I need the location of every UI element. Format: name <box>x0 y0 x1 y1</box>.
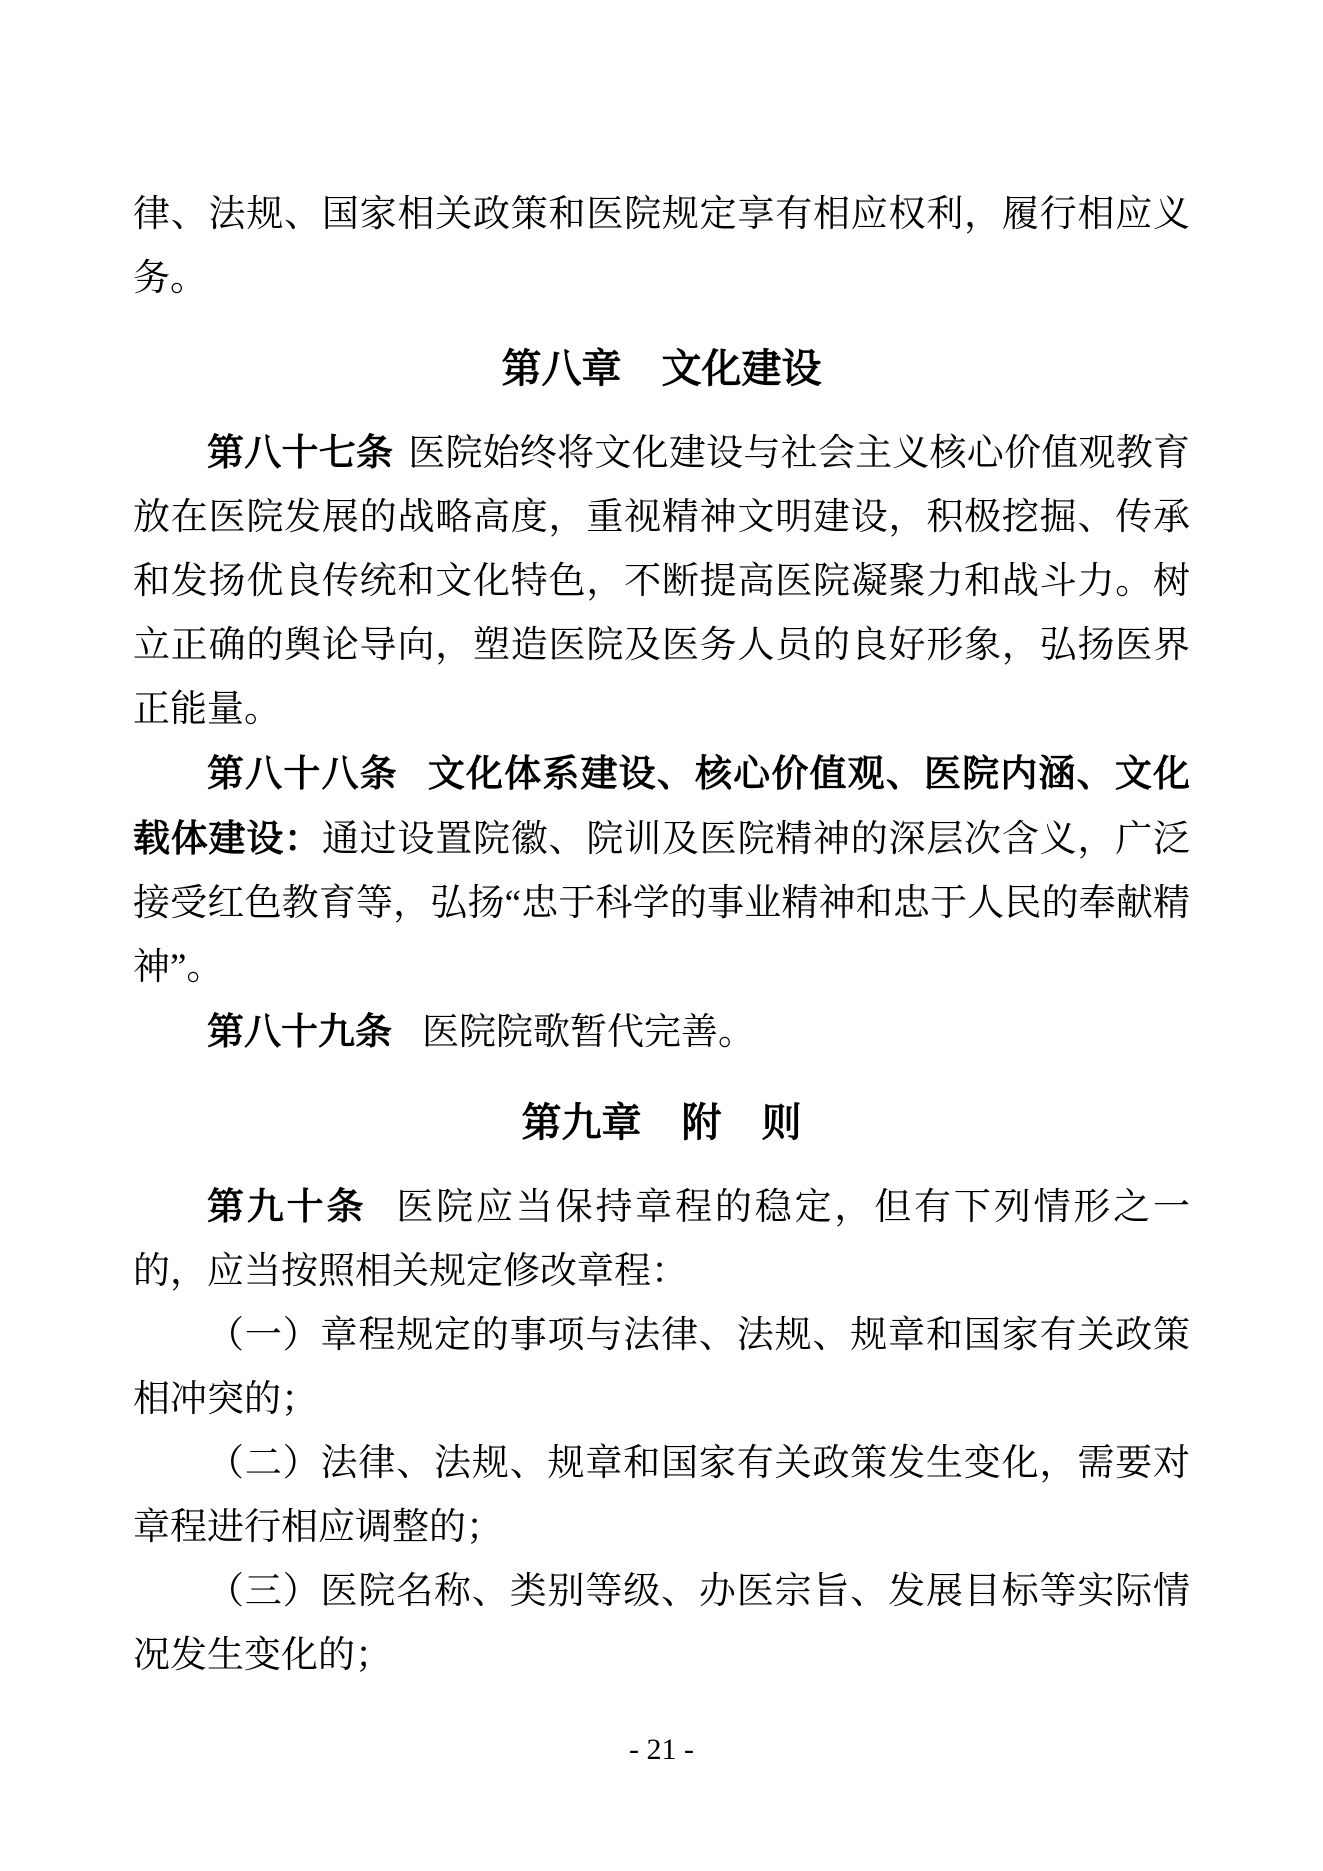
article-87-text: 医院始终将文化建设与社会主义核心价值观教育放在医院发展的战略高度，重视精神文明建设，积极挖掘、传承和发扬优良传统和文化特色，不断提高医院凝聚力和战斗力。树立正确的舆论导向，塑造医院及医务人员的良好形象，弘扬医界正能量。 <box>133 433 1191 730</box>
article-87-number: 第八十七条 <box>207 432 394 473</box>
clause-item-3: （三）医院名称、类别等级、办医宗旨、发展目标等实际情况发生变化的； <box>133 1571 1190 1676</box>
article-90-text: 医院应当保持章程的稳定，但有下列情形之一的，应当按照相关规定修改章程： <box>133 1187 1191 1292</box>
paragraph-continuation: 律、法规、国家相关政策和医院规定享有相应权利，履行相应义务。 <box>133 194 1190 299</box>
article-89-number: 第八十九条 <box>207 1011 392 1052</box>
article-88 <box>133 742 1190 1000</box>
article-90-number: 第九十条 <box>207 1186 367 1227</box>
article-88-number: 第八十八条 <box>207 753 398 794</box>
page-number: - 21 - <box>629 1733 694 1766</box>
article-89 <box>133 1000 1190 1065</box>
article-87 <box>133 421 1190 742</box>
chapter-9-heading: 第九章 附 则 <box>521 1101 802 1145</box>
clause-item-1: （一）章程规定的事项与法律、法规、规章和国家有关政策相冲突的； <box>133 1315 1190 1420</box>
chapter-8-heading: 第八章 文化建设 <box>501 347 822 391</box>
article-88-bold-text: 文化体系建设、核心价值观、医院内涵、文化载体建设： <box>133 753 1191 859</box>
article-89-text: 医院院歌暂代完善。 <box>422 1012 755 1053</box>
article-88-text: 通过设置院徽、院训及医院精神的深层次含义，广泛接受红色教育等，弘扬“忠于科学的事业精神和忠于人民的奉献精神”。 <box>133 819 1191 988</box>
clause-item-2: （二）法律、法规、规章和国家有关政策发生变化，需要对章程进行相应调整的； <box>133 1443 1190 1548</box>
article-90 <box>133 1175 1190 1304</box>
document-content <box>133 183 1190 1688</box>
